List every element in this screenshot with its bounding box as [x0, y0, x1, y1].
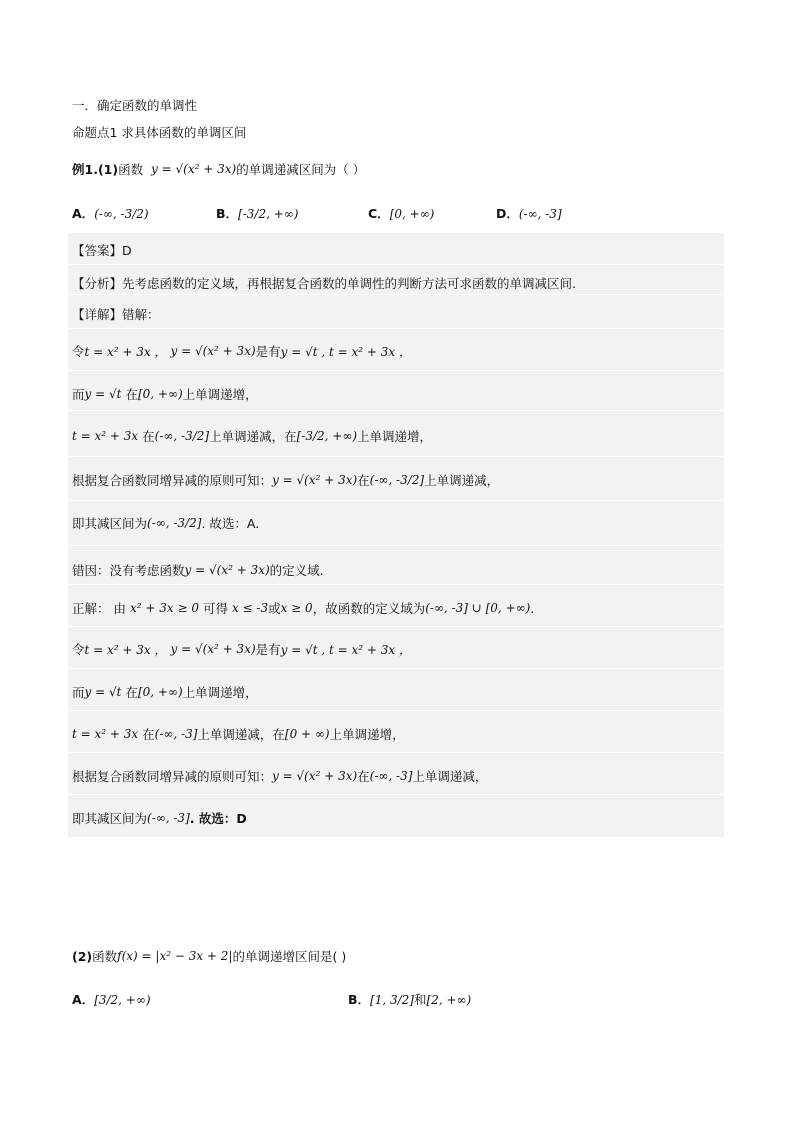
- option-d: D．(-∞, -3]: [496, 206, 562, 221]
- example-label: 例1.: [72, 162, 98, 177]
- answer-line: 【答案】D: [72, 243, 132, 258]
- detail-line: 【详解】错解：: [72, 307, 160, 322]
- question-formula: f(x) = |x² − 3x + 2|: [117, 949, 233, 963]
- option-a: A．(-∞, -3/2): [72, 206, 149, 221]
- example-part: (1): [97, 161, 119, 177]
- wrong-step-3: t = x² + 3x 在 (-∞, -3/2] 上单调递减，在 [-3/2, +∞) 上单调递增，: [72, 429, 433, 444]
- right-step-3: 而 y = √t 在 [0, +∞) 上单调递增，: [72, 685, 258, 700]
- wrong-step-2: 而 y = √t 在 [0, +∞) 上单调递增，: [72, 387, 258, 402]
- question-formula: y = √(x² + 3x): [151, 162, 237, 176]
- solution-box: [68, 233, 724, 837]
- example-2-question: (2) 函数 f(x) = |x² − 3x + 2| 的单调递增区间是( ): [72, 948, 347, 964]
- option-b: B．[1, 3/2]和[2, +∞): [348, 992, 472, 1007]
- option-c: C．[0, +∞): [368, 206, 435, 221]
- wrong-reason: 错因：没有考虑函数 y = √(x² + 3x) 的定义域.: [72, 563, 324, 578]
- right-step-5: 根据复合函数同增异减的原则可知： y = √(x² + 3x) 在 (-∞, -3] 上单调递减，: [72, 769, 488, 784]
- right-step-1: 正解： 由 x² + 3x ≥ 0 可得 x ≤ -3 或 x ≥ 0 ，故函数的定义域为 (-∞, -3] ∪ [0, +∞) .: [72, 600, 535, 616]
- section-heading: 一．确定函数的单调性: [72, 98, 198, 113]
- right-step-4: t = x² + 3x 在 (-∞, -3] 上单调递减，在 [0 + ∞) 上单调递增，: [72, 727, 405, 742]
- wrong-step-4: 根据复合函数同增异减的原则可知： y = √(x² + 3x) 在 (-∞, -3/2] 上单调递减，: [72, 473, 500, 488]
- wrong-step-5: 即其减区间为 (-∞, -3/2] . 故选：A.: [72, 516, 260, 531]
- proposition-heading: 命题点1 求具体函数的单调区间: [72, 125, 247, 140]
- example-1-question: 例1. (1) 函数 y = √(x² + 3x) 的单调递减区间为（ ）: [72, 161, 366, 177]
- analysis-line: 【分析】先考虑函数的定义域，再根据复合函数的单调性的判断方法可求函数的单调减区间.: [72, 276, 576, 291]
- option-a: A．[3/2, +∞): [72, 992, 151, 1007]
- right-step-2: 令 t = x² + 3x ， y = √(x² + 3x) 是有 y = √t , t = x² + 3x ，: [72, 642, 412, 657]
- example-part: (2): [72, 948, 93, 964]
- option-b: B．[-3/2, +∞): [216, 206, 299, 221]
- right-step-6: 即其减区间为 (-∞, -3] . 故选：D: [72, 811, 247, 826]
- wrong-step-1: 令 t = x² + 3x ， y = √(x² + 3x) 是有 y = √t , t = x² + 3x ，: [72, 344, 412, 359]
